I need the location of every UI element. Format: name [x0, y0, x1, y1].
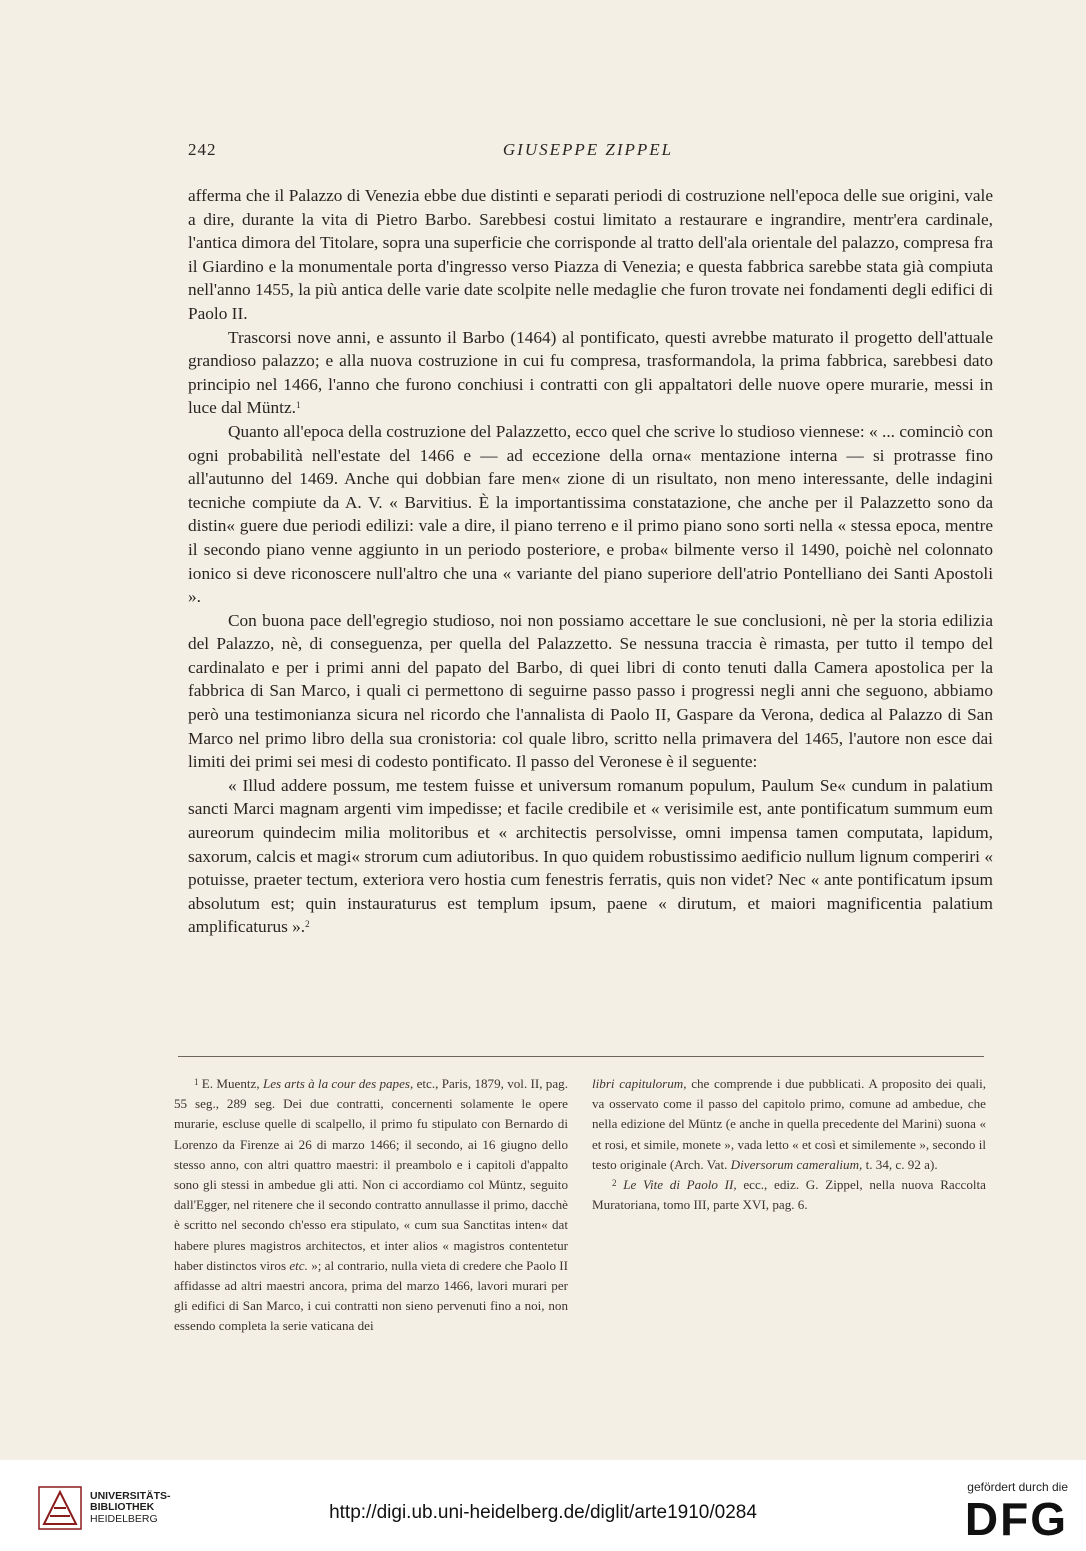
dfg-credit[interactable]: [948, 1480, 1068, 1545]
library-name: UNIVERSITÄTS- BIBLIOTHEK HEIDELBERG: [90, 1489, 171, 1525]
paragraph-2: Trascorsi nove anni, e assunto il Barbo (1464) al pontificato, questi avrebbe maturato il progetto dell'attuale grandioso palazzo; e alla nuova costruzione in cui fu compresa, trasformandola, la prima fabbrica, sarebbesi dato principio nel 1466, l'anno che furono conchiusi i contratti con gli appaltatori delle nuove opere murarie, messi in luce dal Müntz.$^1$: [188, 327, 993, 418]
running-title: GIUSEPPE ZIPPEL: [502, 140, 674, 159]
page-number: 242: [188, 140, 217, 159]
footnote-1-continued: libri capitulorum, che comprende i due pubblicati. A proposito dei quali, va osservato come il passo del capitolo primo, comune ad ambedue, che nella edizione del Müntz (e anche in quella precedente del Marini) suona « et rosi, et simile, monete », vada letto « et così et similemente », secondo il testo originale (Arch. Vat. Diversorum cameralium, t. 34, c. 92 a).: [592, 1076, 986, 1172]
page-header: [188, 140, 988, 164]
paragraph-4: Con buona pace dell'egregio studioso, noi non possiamo accettare le sue conclusioni, nè per la storia edilizia del Palazzo, nè, di conseguenza, per quella del Palazzetto. Se nessuna traccia è rimasta, per tutto il tempo del cardinalato e per i primi anni del papato del Barbo, di quei libri di conto tenuti dalla Camera apostolica per la fabbrica di San Marco, i quali ci permettono di seguirne passo passo i progressi negli anni che seguono, abbiamo però una testimonianza sicura nel ricordo che l'annalista di Paolo II, Gaspare da Verona, dedica al Palazzo di San Marco nel primo libro della sua cronistoria: col quale libro, scritto nella primavera del 1465, l'autore non esce dai limiti dei primi sei mesi di codesto pontificato. Il passo del Veronese è il seguente:: [188, 610, 993, 772]
footnotes-column-left: [174, 1074, 568, 1337]
funded-by-caption: gefördert durch die: [967, 1480, 1068, 1494]
footnote-ref-2: 2: [305, 919, 310, 930]
paragraph-3: Quanto all'epoca della costruzione del Palazzetto, ecco quel che scrive lo studioso viennese: « ... cominciò con ogni probabilità nell'estate del 1466 e — ad eccezione della orna« mentazione interna — si protrasse fino all'autunno del 1469. Anche qui dobbian fare men« zione di un risultato, non meno interessante, delle indagini tecniche compiute da A. V. « Barvitius. È la importantissima constatazione, che anche per il Palazzetto sono da distin« guere due periodi edilizi: vale a dire, il piano terreno e il primo piano sono sorti nella « stessa epoca, mentre il secondo piano venne aggiunto in un periodo posteriore, e proba« bilmente verso il 1490, poichè nel colonnato ionico si deve riconoscere null'altro che una « variante del piano superiore dell'atrio Pontelliano dei Santi Apostoli ».: [188, 421, 993, 607]
footnote-ref-1: 1: [295, 400, 301, 411]
latin-quote: « Illud addere possum, me testem fuisse et universum romanum populum, Paulum Se« cundum in palatium sancti Marci magnam argenti vim impedisse; et facile credibile et « verisimile est, ante pontificatum summum eum aureorum quindecim milia molitoribus et « architectis persolvisse, omni impensa tamen computata, lapidum, saxorum, calcis et magi« strorum cum adiutoribus. In quo quidem robustissimo aedificio nullum lignum comperiri « potuisse, praeter tectum, exteriora vero hostia cum fenestris ferratis, quis non videt? Nec « ante pontificatum ipsum absolutum est; quin instauraturus est templum ipsum, paene « dirutum, et maiori magnificentia palatium amplificaturus ».$^2$: [188, 775, 993, 937]
footnote-separator: [178, 1056, 984, 1057]
paragraph-1: afferma che il Palazzo di Venezia ebbe due distinti e separati periodi di costruzione nell'epoca delle sue origini, vale a dire, durante la vita di Pietro Barbo. Sarebbesi costui limitato a restaurare e ingrandire, mentr'era cardinale, l'antica dimora del Titolare, sopra una superficie che corrisponde al tratto dell'ala orientale del palazzo, compresa fra il Giardino e la monumentale porta d'ingresso verso Piazza di Venezia; e questa fabbrica sarebbe stata già compiuta nell'anno 1455, la più antica delle varie date scolpite nelle medaglie che furon trovate nei fondamenti degli edifici di Paolo II.: [188, 186, 993, 323]
viewer-footer: [0, 1460, 1086, 1551]
footnotes: [174, 1074, 986, 1337]
footnotes-column-right: [592, 1074, 986, 1337]
permalink-url[interactable]: http://digi.ub.uni-heidelberg.de/diglit/arte1910/0284: [329, 1502, 757, 1523]
dfg-logo: DFG: [964, 1493, 1068, 1545]
body-text: [188, 184, 993, 939]
footnote-2: $^2$ Le Vite di Paolo II, ecc., ediz. G. Zippel, nella nuova Raccolta Muratoriana, tomo III, parte XVI, pag. 6.: [592, 1177, 986, 1213]
footnote-1: $^1$ E. Muentz, Les arts à la cour des papes, etc., Paris, 1879, vol. II, pag. 55 seg., 289 seg. Dei due contratti, concernenti solamente le opere murarie, escluse quelle di scalpello, il primo fu stipulato con Bernardo di Lorenzo da Firenze ai 26 di marzo 1466; il secondo, ai 16 giugno dello stesso anno, con altri quattro maestri: il preambolo e i capitoli d'appalto sono gli stessi in ambedue gli atti. Non ci accordiamo col Müntz, seguito dall'Egger, nel ritenere che il secondo contratto annullasse il primo, dacchè è scritto nel secondo ch'esso era stipulato, « cum sua Sanctitas inten« dat habere plures magistros architectos, et inter alios « magistros contentetur haber distinctos viros etc. »; al contrario, nulla vieta di credere che Paolo II affidasse ad altri maestri ancora, prima del marzo 1466, lavori murari per gli edifici di San Marco, i cui contratti non sieno pervenuti fino a noi, non essendo completa la serie vaticana dei: [174, 1076, 568, 1334]
